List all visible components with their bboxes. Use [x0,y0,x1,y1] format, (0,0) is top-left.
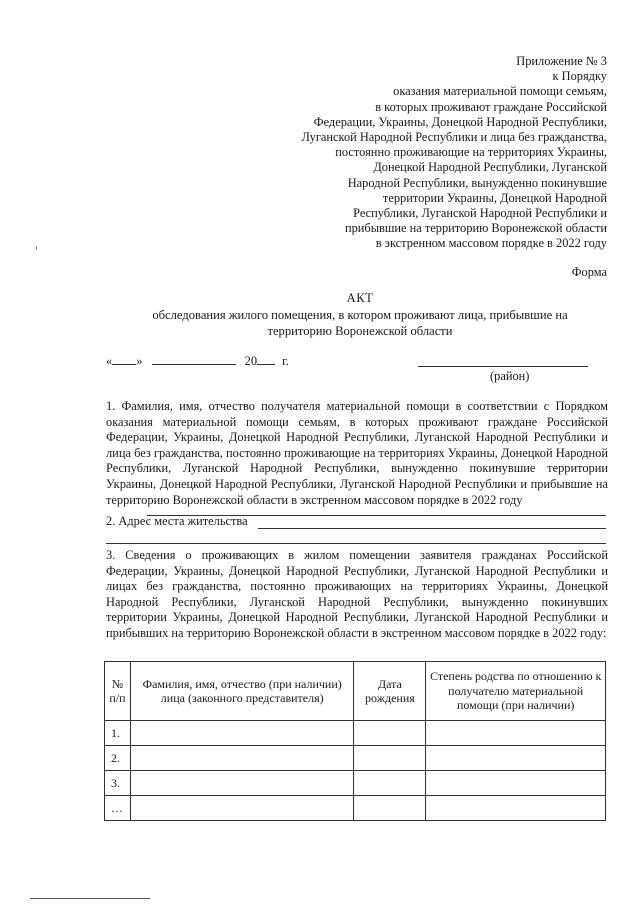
address-blank[interactable] [258,528,606,529]
margin-mark [36,246,37,250]
appendix-line: территории Украины, Донецкой Народной [382,190,607,205]
year-suffix: г. [282,354,289,368]
appendix-line: Луганской Народной Республики и лица без гражданства, [301,130,607,145]
month-blank[interactable] [152,352,236,365]
row-number: 3. [105,771,131,796]
act-subtitle [100,308,620,339]
act-subtitle-line: территорию Воронежской области [267,323,453,338]
footnote-divider [30,898,150,899]
appendix-line: в экстренном массовом порядке в 2022 году [375,236,607,251]
col-header-relationship: Степень родства по отношению к получателю материальной помощи (при наличии) [426,662,606,721]
relationship-cell[interactable] [426,771,606,796]
full-name-cell[interactable] [130,796,353,821]
district-label: (район) [490,369,530,383]
act-subtitle-line: обследования жилого помещения, в котором проживают лица, прибывшие на [152,308,568,322]
birth-date-cell[interactable] [354,746,426,771]
relationship-cell[interactable] [426,721,606,746]
year-blank[interactable] [257,352,275,365]
appendix-line: прибывшие на территорию Воронежской области [344,221,607,236]
section-3-text: 3. Сведения о проживающих в жилом помещении заявителя гражданах Российской Федерации, Украины, Донецкой Народной Республики, Луганской Народной Республики и лицах без гражданства, постоянно проживающих на территориях Украины, Донецкой Народной Республики, Луганской Народной Республики, вынужденно покинувших территории Украины, Донецкой Народной Республики, Луганской Народной Республики и прибывших на территорию Воронежской области в экстренном массовом порядке в 2022 году: [106,548,608,640]
col-header-full-name: Фамилия, имя, отчество (при наличии) лица (законного представителя) [130,662,353,721]
appendix-line: Федерации, Украины, Донецкой Народной Республики, [313,114,607,129]
full-name-cell[interactable] [130,771,353,796]
relationship-cell[interactable] [426,746,606,771]
appendix-line: Донецкой Народной Республики, Луганской [373,160,607,175]
appendix-line: в которых проживают граждане Российской [375,99,607,114]
date-field [106,352,289,369]
appendix-line: оказания материальной помощи семьям, [393,84,607,99]
address-blank-2[interactable] [106,543,606,544]
table-header-row [105,662,606,721]
form-label: Форма [571,265,607,279]
appendix-line: Народной Республики, вынужденно покинувшие [347,175,607,190]
full-name-cell[interactable] [130,746,353,771]
row-number: 2. [105,746,131,771]
appendix-line: Республики, Луганской Народной Республики и [353,206,607,221]
row-number: 1. [105,721,131,746]
full-name-cell[interactable] [130,721,353,746]
table-row [105,771,606,796]
table-row [105,721,606,746]
section-2-label: 2. Адрес места жительства [106,514,248,528]
appendix-line: к Порядку [552,69,607,84]
relationship-cell[interactable] [426,796,606,821]
table-row [105,746,606,771]
act-heading: АКТ [346,291,374,305]
close-quote: » [136,354,143,368]
year-prefix: 20 [244,354,258,368]
birth-date-cell[interactable] [354,796,426,821]
col-header-birth-date: Дата рождения [354,662,426,721]
appendix-header [287,54,607,252]
day-blank[interactable] [112,352,136,365]
open-quote: « [106,354,113,368]
birth-date-cell[interactable] [354,771,426,796]
section-1-text: 1. Фамилия, имя, отчество получателя материальной помощи в соответствии с Порядком оказания материальной помощи семьям, в которых проживают граждане Российской Федерации, Украины, Донецкой Народной Республики, Луганской Народной Республики и лица без гражданства, постоянно проживающие на территориях Украины, Донецкой Народной Республики, Луганской Народной Республики, вынужденно покинувшие территории Украины, Донецкой Народной Республики, Луганской Народной Республики и прибывшие на территорию Воронежской области в экстренном массовом порядке в 2022 году [106,399,608,507]
appendix-line: Приложение № 3 [516,54,607,68]
district-blank[interactable] [418,366,588,367]
residents-table [104,661,606,821]
col-header-number: № п/п [105,662,131,721]
appendix-line: постоянно проживающие на территориях Украины, [335,145,607,160]
row-number: … [105,796,131,821]
table-row [105,796,606,821]
birth-date-cell[interactable] [354,721,426,746]
